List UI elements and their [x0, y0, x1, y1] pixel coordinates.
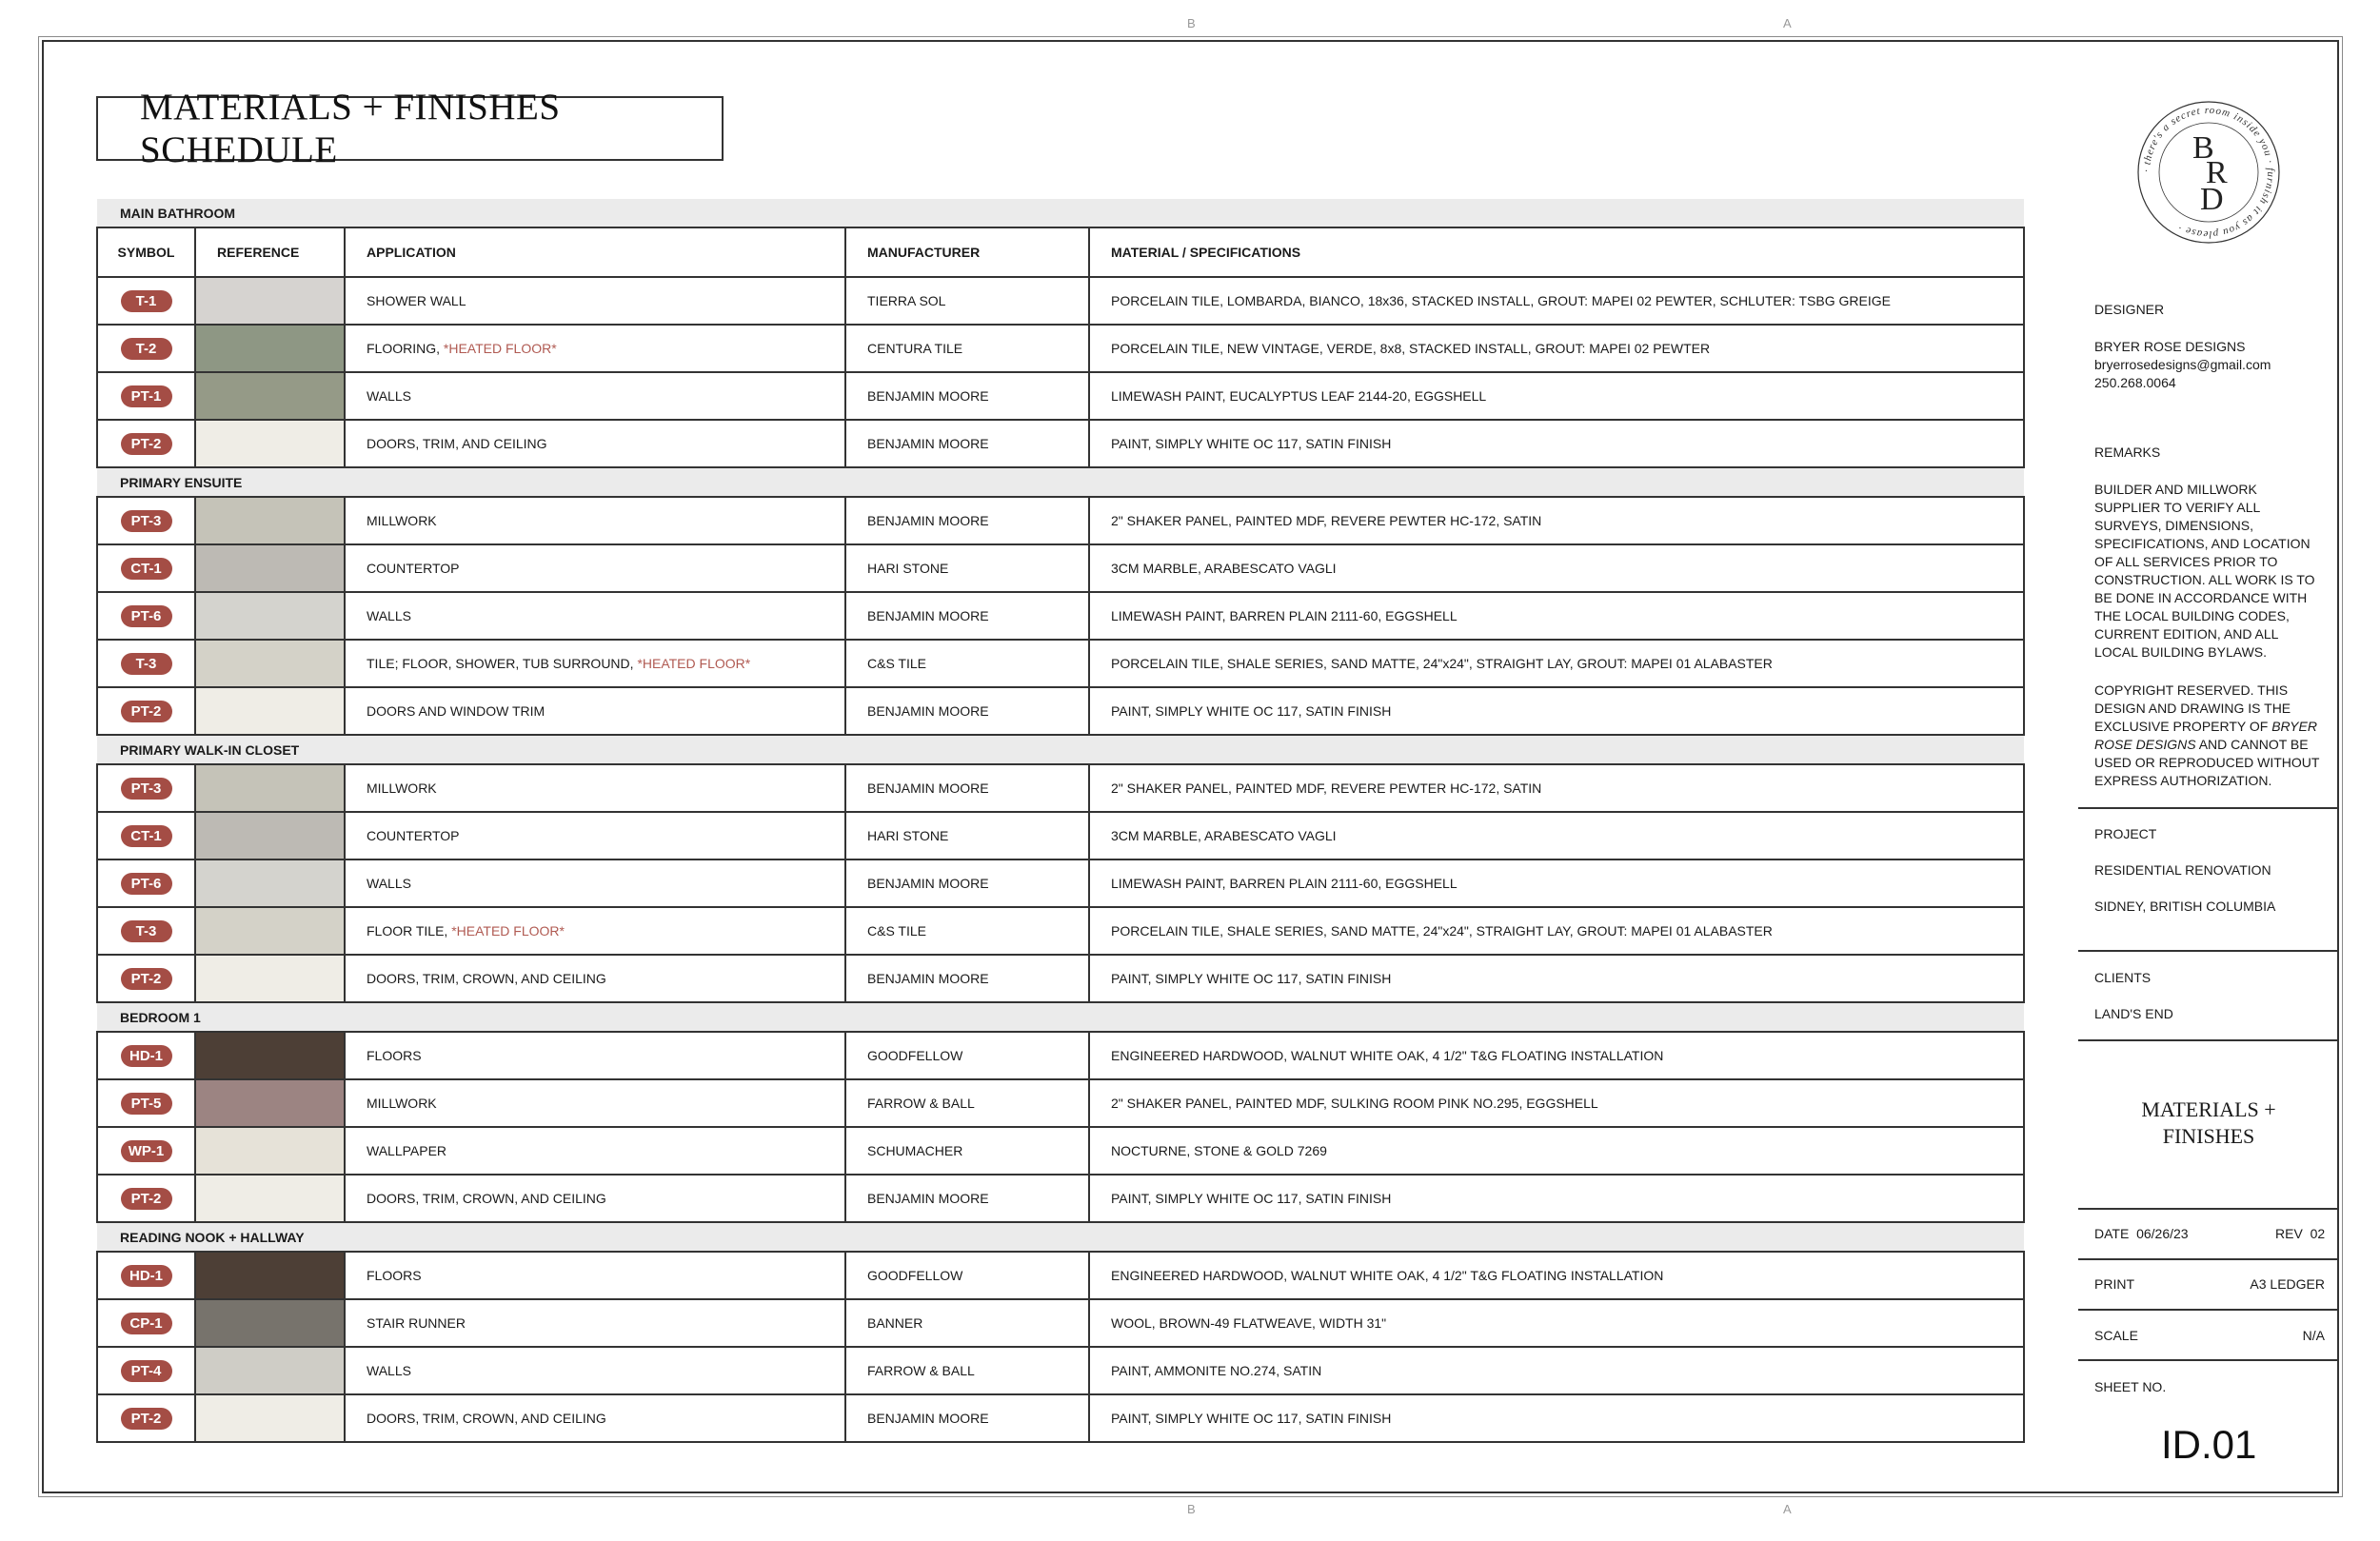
application-text: SHOWER WALL: [367, 293, 466, 308]
tb-divider: [2078, 1208, 2339, 1210]
schedule-row: [97, 1252, 2024, 1299]
project-label: PROJECT: [2094, 826, 2157, 841]
manufacturer-cell: BENJAMIN MOORE: [845, 592, 1089, 640]
manufacturer-cell: FARROW & BALL: [845, 1347, 1089, 1394]
schedule-row: [97, 764, 2024, 812]
application-text: FLOORS: [367, 1268, 422, 1283]
application-text: STAIR RUNNER: [367, 1315, 466, 1331]
specification-cell: PORCELAIN TILE, NEW VINTAGE, VERDE, 8x8, STACKED INSTALL, GROUT: MAPEI 02 PEWTER: [1089, 325, 2024, 372]
symbol-cell: [97, 497, 195, 544]
application-text: TILE; FLOOR, SHOWER, TUB SURROUND,: [367, 656, 638, 671]
application-text: FLOORS: [367, 1048, 422, 1063]
specification-cell: 2" SHAKER PANEL, PAINTED MDF, REVERE PEWTER HC-172, SATIN: [1089, 764, 2024, 812]
material-swatch: [195, 1347, 345, 1394]
section-title: PRIMARY WALK-IN CLOSET: [97, 735, 2024, 764]
schedule-row: [97, 687, 2024, 735]
symbol-badge: PT-2: [121, 433, 172, 455]
symbol-badge: PT-2: [121, 968, 172, 990]
symbol-cell: [97, 592, 195, 640]
application-cell: [345, 1394, 845, 1442]
heated-floor-note: *HEATED FLOOR*: [637, 656, 751, 671]
application-cell: [345, 1175, 845, 1222]
schedule-row: [97, 592, 2024, 640]
schedule-row: [97, 1032, 2024, 1079]
specification-cell: 3CM MARBLE, ARABESCATO VAGLI: [1089, 812, 2024, 859]
remarks-label: REMARKS: [2094, 445, 2161, 460]
manufacturer-cell: GOODFELLOW: [845, 1252, 1089, 1299]
symbol-badge: PT-6: [121, 873, 172, 895]
schedule-row: [97, 1079, 2024, 1127]
application-text: DOORS, TRIM, CROWN, AND CEILING: [367, 1191, 606, 1206]
designer-label: DESIGNER: [2094, 302, 2165, 317]
symbol-badge: PT-5: [121, 1093, 172, 1115]
material-swatch: [195, 859, 345, 907]
specification-cell: PAINT, SIMPLY WHITE OC 117, SATIN FINISH: [1089, 687, 2024, 735]
symbol-cell: [97, 1252, 195, 1299]
specification-cell: PORCELAIN TILE, LOMBARDA, BIANCO, 18x36, STACKED INSTALL, GROUT: MAPEI 02 PEWTER, SCHLUTER: TSBG GREIGE: [1089, 277, 2024, 325]
manufacturer-cell: CENTURA TILE: [845, 325, 1089, 372]
schedule-row: [97, 859, 2024, 907]
schedule-row: [97, 907, 2024, 955]
application-text: DOORS, TRIM, CROWN, AND CEILING: [367, 1411, 606, 1426]
material-swatch: [195, 1079, 345, 1127]
symbol-badge: PT-4: [121, 1360, 172, 1382]
application-cell: [345, 325, 845, 372]
application-text: MILLWORK: [367, 780, 437, 796]
manufacturer-cell: HARI STONE: [845, 544, 1089, 592]
manufacturer-cell: BENJAMIN MOORE: [845, 497, 1089, 544]
schedule-row: [97, 640, 2024, 687]
schedule-row: [97, 1394, 2024, 1442]
material-swatch: [195, 372, 345, 420]
manufacturer-cell: HARI STONE: [845, 812, 1089, 859]
project-name: RESIDENTIAL RENOVATION: [2094, 862, 2271, 878]
specification-cell: PORCELAIN TILE, SHALE SERIES, SAND MATTE, 24"x24", STRAIGHT LAY, GROUT: MAPEI 01 ALABASTER: [1089, 640, 2024, 687]
heated-floor-note: *HEATED FLOOR*: [443, 341, 557, 356]
column-header-reference: REFERENCE: [195, 227, 345, 277]
column-header-symbol: SYMBOL: [97, 227, 195, 277]
symbol-cell: [97, 764, 195, 812]
application-cell: [345, 859, 845, 907]
section-header-row: [97, 467, 2024, 497]
application-cell: [345, 1079, 845, 1127]
manufacturer-cell: BENJAMIN MOORE: [845, 372, 1089, 420]
symbol-badge: CP-1: [121, 1313, 172, 1334]
rev-field: REV 02: [2275, 1226, 2326, 1241]
application-cell: [345, 1127, 845, 1175]
application-cell: [345, 907, 845, 955]
application-cell: [345, 955, 845, 1002]
material-swatch: [195, 687, 345, 735]
application-cell: [345, 497, 845, 544]
symbol-badge: PT-2: [121, 1188, 172, 1210]
tb-divider: [2078, 1039, 2339, 1041]
symbol-badge: CT-1: [121, 825, 172, 847]
manufacturer-cell: GOODFELLOW: [845, 1032, 1089, 1079]
application-cell: [345, 687, 845, 735]
date-field: DATE 06/26/23: [2094, 1226, 2189, 1241]
remarks-line: LOCAL BUILDING BYLAWS.: [2094, 644, 2268, 660]
tb-divider: [2078, 1258, 2339, 1260]
specification-cell: PORCELAIN TILE, SHALE SERIES, SAND MATTE, 24"x24", STRAIGHT LAY, GROUT: MAPEI 01 ALABASTER: [1089, 907, 2024, 955]
application-cell: [345, 1032, 845, 1079]
symbol-cell: [97, 955, 195, 1002]
clients-label: CLIENTS: [2094, 970, 2152, 985]
section-header-row: [97, 1222, 2024, 1252]
material-swatch: [195, 277, 345, 325]
symbol-badge: T-3: [121, 920, 172, 942]
material-swatch: [195, 1032, 345, 1079]
symbol-cell: [97, 420, 195, 467]
application-text: COUNTERTOP: [367, 561, 460, 576]
symbol-cell: [97, 1079, 195, 1127]
column-header-application: APPLICATION: [345, 227, 845, 277]
manufacturer-cell: FARROW & BALL: [845, 1079, 1089, 1127]
application-text: MILLWORK: [367, 1096, 437, 1111]
application-cell: [345, 277, 845, 325]
symbol-badge: PT-2: [121, 701, 172, 722]
schedule-row: [97, 277, 2024, 325]
manufacturer-cell: BENJAMIN MOORE: [845, 1394, 1089, 1442]
specification-cell: 3CM MARBLE, ARABESCATO VAGLI: [1089, 544, 2024, 592]
remarks-line: CONSTRUCTION. ALL WORK IS TO: [2094, 572, 2315, 587]
logo-letter-r: R: [2206, 155, 2228, 190]
schedule-row: [97, 1175, 2024, 1222]
material-swatch: [195, 955, 345, 1002]
schedule-title: MATERIALS + FINISHES SCHEDULE: [96, 96, 724, 161]
logo-letter-b: B: [2192, 130, 2214, 166]
material-swatch: [195, 592, 345, 640]
grid-mark-bottom-b: B: [1187, 1502, 1196, 1516]
symbol-badge: PT-6: [121, 605, 172, 627]
symbol-cell: [97, 544, 195, 592]
material-swatch: [195, 1299, 345, 1347]
specification-cell: LIMEWASH PAINT, EUCALYPTUS LEAF 2144-20, EGGSHELL: [1089, 372, 2024, 420]
specification-cell: PAINT, SIMPLY WHITE OC 117, SATIN FINISH: [1089, 1394, 2024, 1442]
schedule-row: [97, 420, 2024, 467]
schedule-row: [97, 325, 2024, 372]
scale-label: SCALE: [2094, 1328, 2138, 1343]
clients-name: LAND'S END: [2094, 1006, 2173, 1021]
grid-mark-bottom-a: A: [1783, 1502, 1792, 1516]
application-text: WALLPAPER: [367, 1143, 447, 1158]
grid-mark-top-a: A: [1783, 16, 1792, 30]
material-swatch: [195, 544, 345, 592]
designer-name: BRYER ROSE DESIGNS: [2094, 339, 2246, 354]
symbol-badge: PT-3: [121, 510, 172, 532]
application-cell: [345, 420, 845, 467]
symbol-badge: WP-1: [121, 1140, 172, 1162]
material-swatch: [195, 1127, 345, 1175]
symbol-cell: [97, 640, 195, 687]
specification-cell: PAINT, SIMPLY WHITE OC 117, SATIN FINISH: [1089, 955, 2024, 1002]
manufacturer-cell: SCHUMACHER: [845, 1127, 1089, 1175]
project-location: SIDNEY, BRITISH COLUMBIA: [2094, 899, 2276, 914]
application-text: WALLS: [367, 1363, 411, 1378]
application-text: DOORS, TRIM, CROWN, AND CEILING: [367, 971, 606, 986]
material-swatch: [195, 420, 345, 467]
specification-cell: PAINT, SIMPLY WHITE OC 117, SATIN FINISH: [1089, 1175, 2024, 1222]
application-text: MILLWORK: [367, 513, 437, 528]
symbol-badge: HD-1: [121, 1265, 172, 1287]
material-swatch: [195, 812, 345, 859]
designer-email: bryerrosedesigns@gmail.com: [2094, 357, 2271, 372]
manufacturer-cell: C&S TILE: [845, 640, 1089, 687]
column-header-material: MATERIAL / SPECIFICATIONS: [1089, 227, 2024, 277]
remarks-line: THE LOCAL BUILDING CODES,: [2094, 608, 2290, 623]
symbol-cell: [97, 1299, 195, 1347]
copyright-text: COPYRIGHT RESERVED. THIS DESIGN AND DRAWING IS THE EXCLUSIVE PROPERTY OF BRYER ROSE DESIGNS AND CANNOT BE USED OR REPRODUCED WITHOUT EXPRESS AUTHORIZATION.: [2094, 682, 2320, 788]
symbol-cell: [97, 1175, 195, 1222]
remarks-line: SURVEYS, DIMENSIONS,: [2094, 518, 2254, 533]
symbol-cell: [97, 1127, 195, 1175]
manufacturer-cell: BENJAMIN MOORE: [845, 687, 1089, 735]
remarks-line: BE DONE IN ACCORDANCE WITH: [2094, 590, 2308, 605]
schedule-row: [97, 497, 2024, 544]
application-cell: [345, 1347, 845, 1394]
specification-cell: WOOL, BROWN-49 FLATWEAVE, WIDTH 31": [1089, 1299, 2024, 1347]
application-cell: [345, 1299, 845, 1347]
schedule-row: [97, 544, 2024, 592]
symbol-cell: [97, 1394, 195, 1442]
tb-divider: [2078, 1309, 2339, 1311]
schedule-row: [97, 1347, 2024, 1394]
column-header-row: [97, 227, 2024, 277]
application-cell: [345, 1252, 845, 1299]
material-swatch: [195, 764, 345, 812]
application-text: WALLS: [367, 608, 411, 623]
specification-cell: 2" SHAKER PANEL, PAINTED MDF, REVERE PEWTER HC-172, SATIN: [1089, 497, 2024, 544]
schedule-row: [97, 372, 2024, 420]
application-cell: [345, 812, 845, 859]
sheet-no-value: ID.01: [2161, 1422, 2257, 1467]
schedule-row: [97, 1127, 2024, 1175]
print-value: A3 LEDGER: [2250, 1276, 2325, 1292]
material-swatch: [195, 640, 345, 687]
logo-ring-text: · there's a secret room inside you · furnish it as you please ·: [2140, 104, 2277, 241]
specification-cell: 2" SHAKER PANEL, PAINTED MDF, SULKING ROOM PINK NO.295, EGGSHELL: [1089, 1079, 2024, 1127]
tb-divider: [2078, 1359, 2339, 1361]
application-cell: [345, 372, 845, 420]
symbol-cell: [97, 907, 195, 955]
application-cell: [345, 544, 845, 592]
symbol-cell: [97, 372, 195, 420]
symbol-badge: T-2: [121, 338, 172, 360]
material-swatch: [195, 907, 345, 955]
heated-floor-note: *HEATED FLOOR*: [451, 923, 565, 938]
manufacturer-cell: C&S TILE: [845, 907, 1089, 955]
section-title: MAIN BATHROOM: [97, 199, 2024, 227]
section-header-row: [97, 1002, 2024, 1032]
symbol-cell: [97, 812, 195, 859]
application-text: FLOOR TILE,: [367, 923, 452, 938]
logo-letter-d: D: [2200, 182, 2224, 217]
specification-cell: NOCTURNE, STONE & GOLD 7269: [1089, 1127, 2024, 1175]
material-swatch: [195, 1394, 345, 1442]
manufacturer-cell: BENJAMIN MOORE: [845, 859, 1089, 907]
designer-phone: 250.268.0064: [2094, 375, 2176, 390]
section-title: PRIMARY ENSUITE: [97, 467, 2024, 497]
application-text: COUNTERTOP: [367, 828, 460, 843]
symbol-badge: T-3: [121, 653, 172, 675]
symbol-badge: CT-1: [121, 558, 172, 580]
tb-divider: [2078, 807, 2339, 809]
symbol-badge: PT-1: [121, 385, 172, 407]
remarks-line: CURRENT EDITION, AND ALL: [2094, 626, 2279, 642]
section-title: BEDROOM 1: [97, 1002, 2024, 1032]
symbol-badge: PT-2: [121, 1408, 172, 1430]
specification-cell: PAINT, SIMPLY WHITE OC 117, SATIN FINISH: [1089, 420, 2024, 467]
application-text: DOORS AND WINDOW TRIM: [367, 703, 545, 719]
application-text: DOORS, TRIM, AND CEILING: [367, 436, 547, 451]
schedule-row: [97, 812, 2024, 859]
application-text: FLOORING,: [367, 341, 444, 356]
manufacturer-cell: BENJAMIN MOORE: [845, 1175, 1089, 1222]
print-label: PRINT: [2094, 1276, 2134, 1292]
materials-schedule-table: [96, 199, 2025, 1443]
specification-cell: ENGINEERED HARDWOOD, WALNUT WHITE OAK, 4 1/2" T&G FLOATING INSTALLATION: [1089, 1032, 2024, 1079]
material-swatch: [195, 325, 345, 372]
application-text: WALLS: [367, 876, 411, 891]
grid-mark-top-b: B: [1187, 16, 1196, 30]
symbol-cell: [97, 1347, 195, 1394]
application-text: WALLS: [367, 388, 411, 404]
specification-cell: ENGINEERED HARDWOOD, WALNUT WHITE OAK, 4 1/2" T&G FLOATING INSTALLATION: [1089, 1252, 2024, 1299]
material-swatch: [195, 1252, 345, 1299]
specification-cell: LIMEWASH PAINT, BARREN PLAIN 2111-60, EGGSHELL: [1089, 592, 2024, 640]
column-header-manufacturer: MANUFACTURER: [845, 227, 1089, 277]
manufacturer-cell: BENJAMIN MOORE: [845, 420, 1089, 467]
schedule-row: [97, 1299, 2024, 1347]
remarks-line: SUPPLIER TO VERIFY ALL: [2094, 500, 2261, 515]
manufacturer-cell: TIERRA SOL: [845, 277, 1089, 325]
remarks-text: [2094, 481, 2315, 662]
application-cell: [345, 592, 845, 640]
section-header-row: [97, 735, 2024, 764]
symbol-cell: [97, 1032, 195, 1079]
manufacturer-cell: BENJAMIN MOORE: [845, 955, 1089, 1002]
material-swatch: [195, 497, 345, 544]
remarks-line: OF ALL SERVICES PRIOR TO: [2094, 554, 2278, 569]
schedule-row: [97, 955, 2024, 1002]
manufacturer-cell: BENJAMIN MOORE: [845, 764, 1089, 812]
symbol-cell: [97, 277, 195, 325]
section-title: READING NOOK + HALLWAY: [97, 1222, 2024, 1252]
manufacturer-cell: BANNER: [845, 1299, 1089, 1347]
remarks-line: BUILDER AND MILLWORK: [2094, 482, 2257, 497]
symbol-cell: [97, 859, 195, 907]
section-header-row: [97, 199, 2024, 227]
symbol-cell: [97, 687, 195, 735]
symbol-cell: [97, 325, 195, 372]
remarks-line: SPECIFICATIONS, AND LOCATION: [2094, 536, 2311, 551]
material-swatch: [195, 1175, 345, 1222]
scale-value: N/A: [2302, 1328, 2325, 1343]
brd-logo: [2132, 95, 2286, 249]
specification-cell: PAINT, AMMONITE NO.274, SATIN: [1089, 1347, 2024, 1394]
specification-cell: LIMEWASH PAINT, BARREN PLAIN 2111-60, EGGSHELL: [1089, 859, 2024, 907]
sheet-title: MATERIALS + FINISHES: [2141, 1097, 2276, 1148]
symbol-badge: PT-3: [121, 778, 172, 800]
symbol-badge: T-1: [121, 290, 172, 312]
symbol-badge: HD-1: [121, 1045, 172, 1067]
tb-divider: [2078, 950, 2339, 952]
sheet-no-label: SHEET NO.: [2094, 1379, 2167, 1394]
application-cell: [345, 764, 845, 812]
application-cell: [345, 640, 845, 687]
